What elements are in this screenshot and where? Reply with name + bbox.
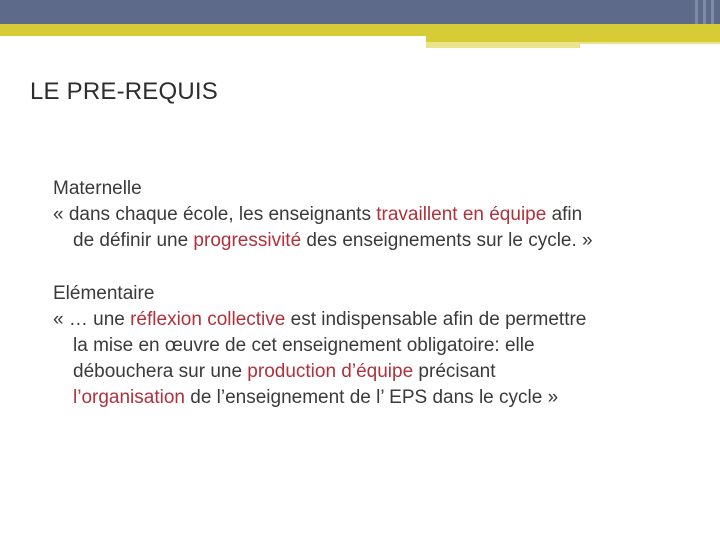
band-tick bbox=[703, 0, 706, 24]
text-run: afin bbox=[546, 204, 583, 225]
text-run: précisant bbox=[413, 361, 496, 382]
top-band bbox=[0, 0, 720, 24]
text-run: des enseignements sur le cycle. » bbox=[301, 230, 593, 251]
maternelle-quote-line bbox=[53, 228, 693, 254]
paragraph-gap bbox=[53, 254, 693, 281]
highlight-run: progressivité bbox=[193, 230, 302, 251]
band-tick bbox=[711, 0, 714, 24]
elementaire-block bbox=[53, 281, 693, 411]
accent-stripe-pale-thin bbox=[580, 42, 720, 44]
accent-stripe-pale bbox=[426, 42, 580, 48]
elementaire-heading: Elémentaire bbox=[53, 283, 155, 304]
text-run: débouchera sur une bbox=[73, 361, 248, 382]
accent-stripe bbox=[0, 24, 720, 36]
elementaire-quote-line bbox=[53, 385, 693, 411]
highlight-run: production d’équipe bbox=[247, 361, 414, 382]
highlight-run: travaillent en équipe bbox=[376, 204, 547, 225]
maternelle-heading: Maternelle bbox=[53, 178, 142, 199]
band-tick bbox=[695, 0, 698, 24]
highlight-run: réflexion collective bbox=[130, 309, 286, 330]
slide-body bbox=[53, 176, 693, 411]
text-run: est indispensable afin de permettre bbox=[285, 309, 587, 330]
accent-cut bbox=[0, 36, 426, 48]
maternelle-quote-line bbox=[53, 202, 693, 228]
maternelle-block bbox=[53, 176, 693, 254]
elementaire-quote-line bbox=[53, 307, 693, 333]
elementaire-quote-line bbox=[53, 359, 693, 385]
text-run: « … une bbox=[53, 309, 131, 330]
elementaire-quote-line: la mise en œuvre de cet enseignement obligatoire: elle bbox=[73, 335, 535, 356]
text-run: « dans chaque école, les enseignants bbox=[53, 204, 377, 225]
text-run: de l’enseignement de l’ EPS dans le cycle » bbox=[184, 387, 559, 408]
slide-title: LE PRE-REQUIS bbox=[30, 78, 218, 105]
text-run: de définir une bbox=[73, 230, 194, 251]
highlight-run: l’organisation bbox=[73, 387, 185, 408]
